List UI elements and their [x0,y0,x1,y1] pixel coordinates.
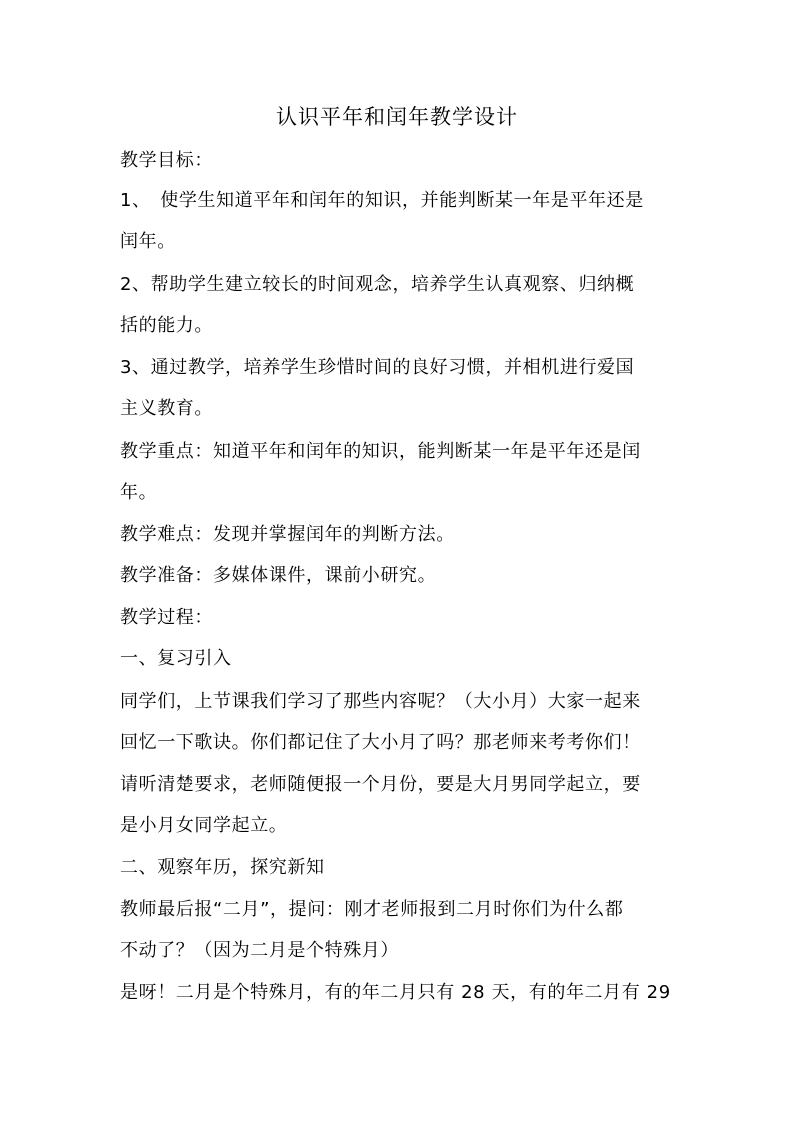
text-line: 回忆一下歌诀。你们都记住了大小月了吗？那老师来考考你们！ [120,732,641,753]
text-line: 一、复习引入 [120,648,232,669]
text-line: 3、通过教学，培养学生珍惜时间的良好习惯，并相机进行爱国 [120,357,635,378]
text-line: 2、帮助学生建立较长的时间观念，培养学生认真观察、归纳概 [120,274,635,295]
document-title: 认识平年和闰年教学设计 [276,105,518,129]
text-line: 教学目标： [120,150,213,171]
text-line: 主义教育。 [120,398,213,419]
text-line: 不动了？（因为二月是个特殊月） [120,940,399,961]
text-line: 教学过程： [120,607,213,628]
text-line: 教师最后报“二月”，提问：刚才老师报到二月时你们为什么都 [120,899,624,920]
text-line: 同学们，上节课我们学习了那些内容呢？（大小月）大家一起来 [120,691,641,712]
text-line: 教学准备：多媒体课件，课前小研究。 [120,565,437,586]
text-line: 二、观察年历，探究新知 [120,857,325,878]
text-line: 是呀！二月是个特殊月，有的年二月只有 28 天，有的年二月有 29 [120,982,671,1003]
text-line: 括的能力。 [120,315,213,336]
text-line: 请听清楚要求，老师随便报一个月份，要是大月男同学起立，要 [120,774,641,795]
text-line: 是小月女同学起立。 [120,815,288,836]
text-line: 1、 使学生知道平年和闰年的知识，并能判断某一年是平年还是 [120,190,644,211]
text-line: 年。 [120,482,158,503]
text-line: 闰年。 [120,231,176,252]
text-line: 教学重点：知道平年和闰年的知识，能判断某一年是平年还是闰 [120,441,641,462]
text-line: 教学难点：发现并掌握闰年的判断方法。 [120,524,455,545]
